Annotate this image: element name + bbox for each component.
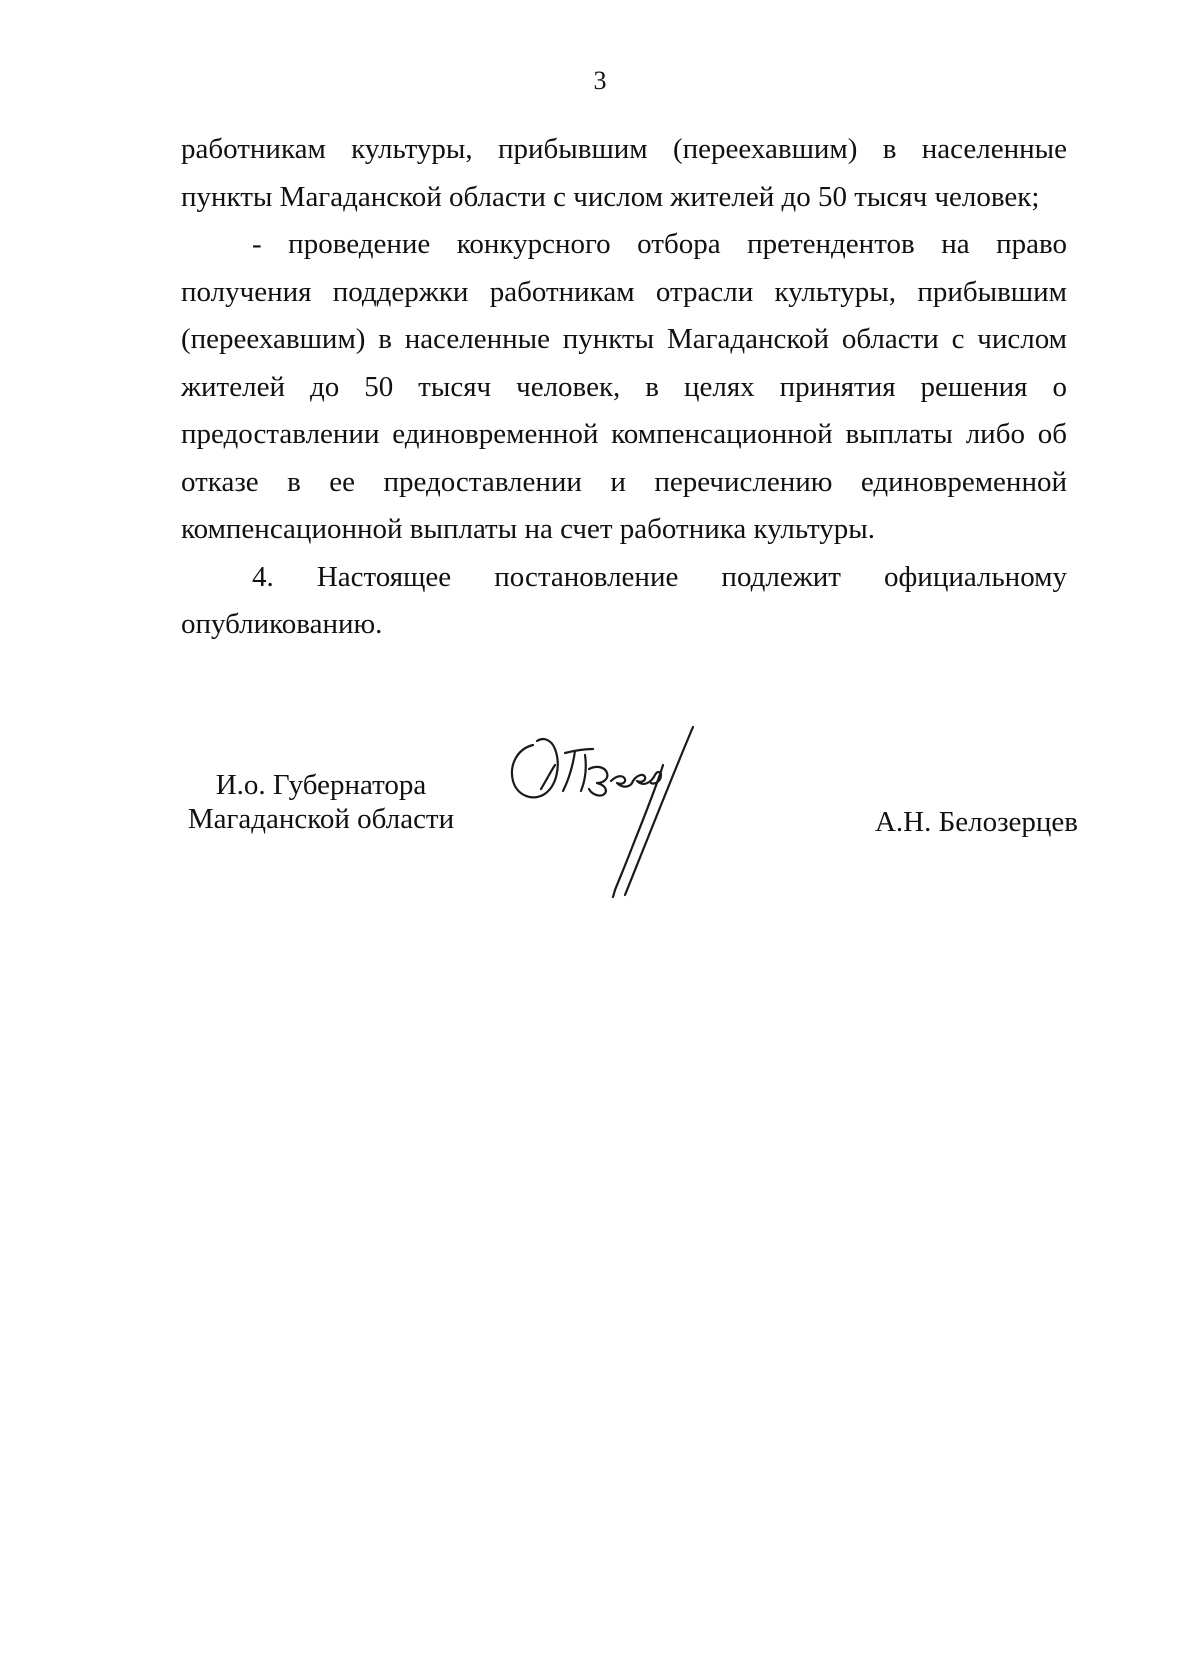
handwritten-signature xyxy=(505,725,735,910)
signatory-title-line1: И.о. Губернатора xyxy=(215,769,427,801)
page-number: 3 xyxy=(593,66,607,95)
document-body xyxy=(181,126,1067,649)
paragraph-continuation: работникам культуры, прибывшим (переехавшим) в населенные пункты Магаданской области с числом жителей до 50 тысяч человек; xyxy=(181,133,1067,213)
signatory-title-line2: Магаданской области xyxy=(187,803,455,835)
paragraph-competitive-selection: - проведение конкурсного отбора претендентов на право получения поддержки работникам отрасли культуры, прибывшим (переехавшим) в населенные пункты Магаданской области с числом жителей до 50 тысяч человек, в целях принятия решения о предоставлении единовременной компенсационной выплаты либо об отказе в ее предоставлении и перечислению единовременной компенсационной выплаты на счет работника культуры. xyxy=(181,228,1067,545)
signatory-title xyxy=(181,768,461,836)
signatory-name: А.Н. Белозерцев xyxy=(874,806,1078,838)
paragraph-publication-clause: 4. Настоящее постановление подлежит официальному опубликованию. xyxy=(181,560,1067,640)
